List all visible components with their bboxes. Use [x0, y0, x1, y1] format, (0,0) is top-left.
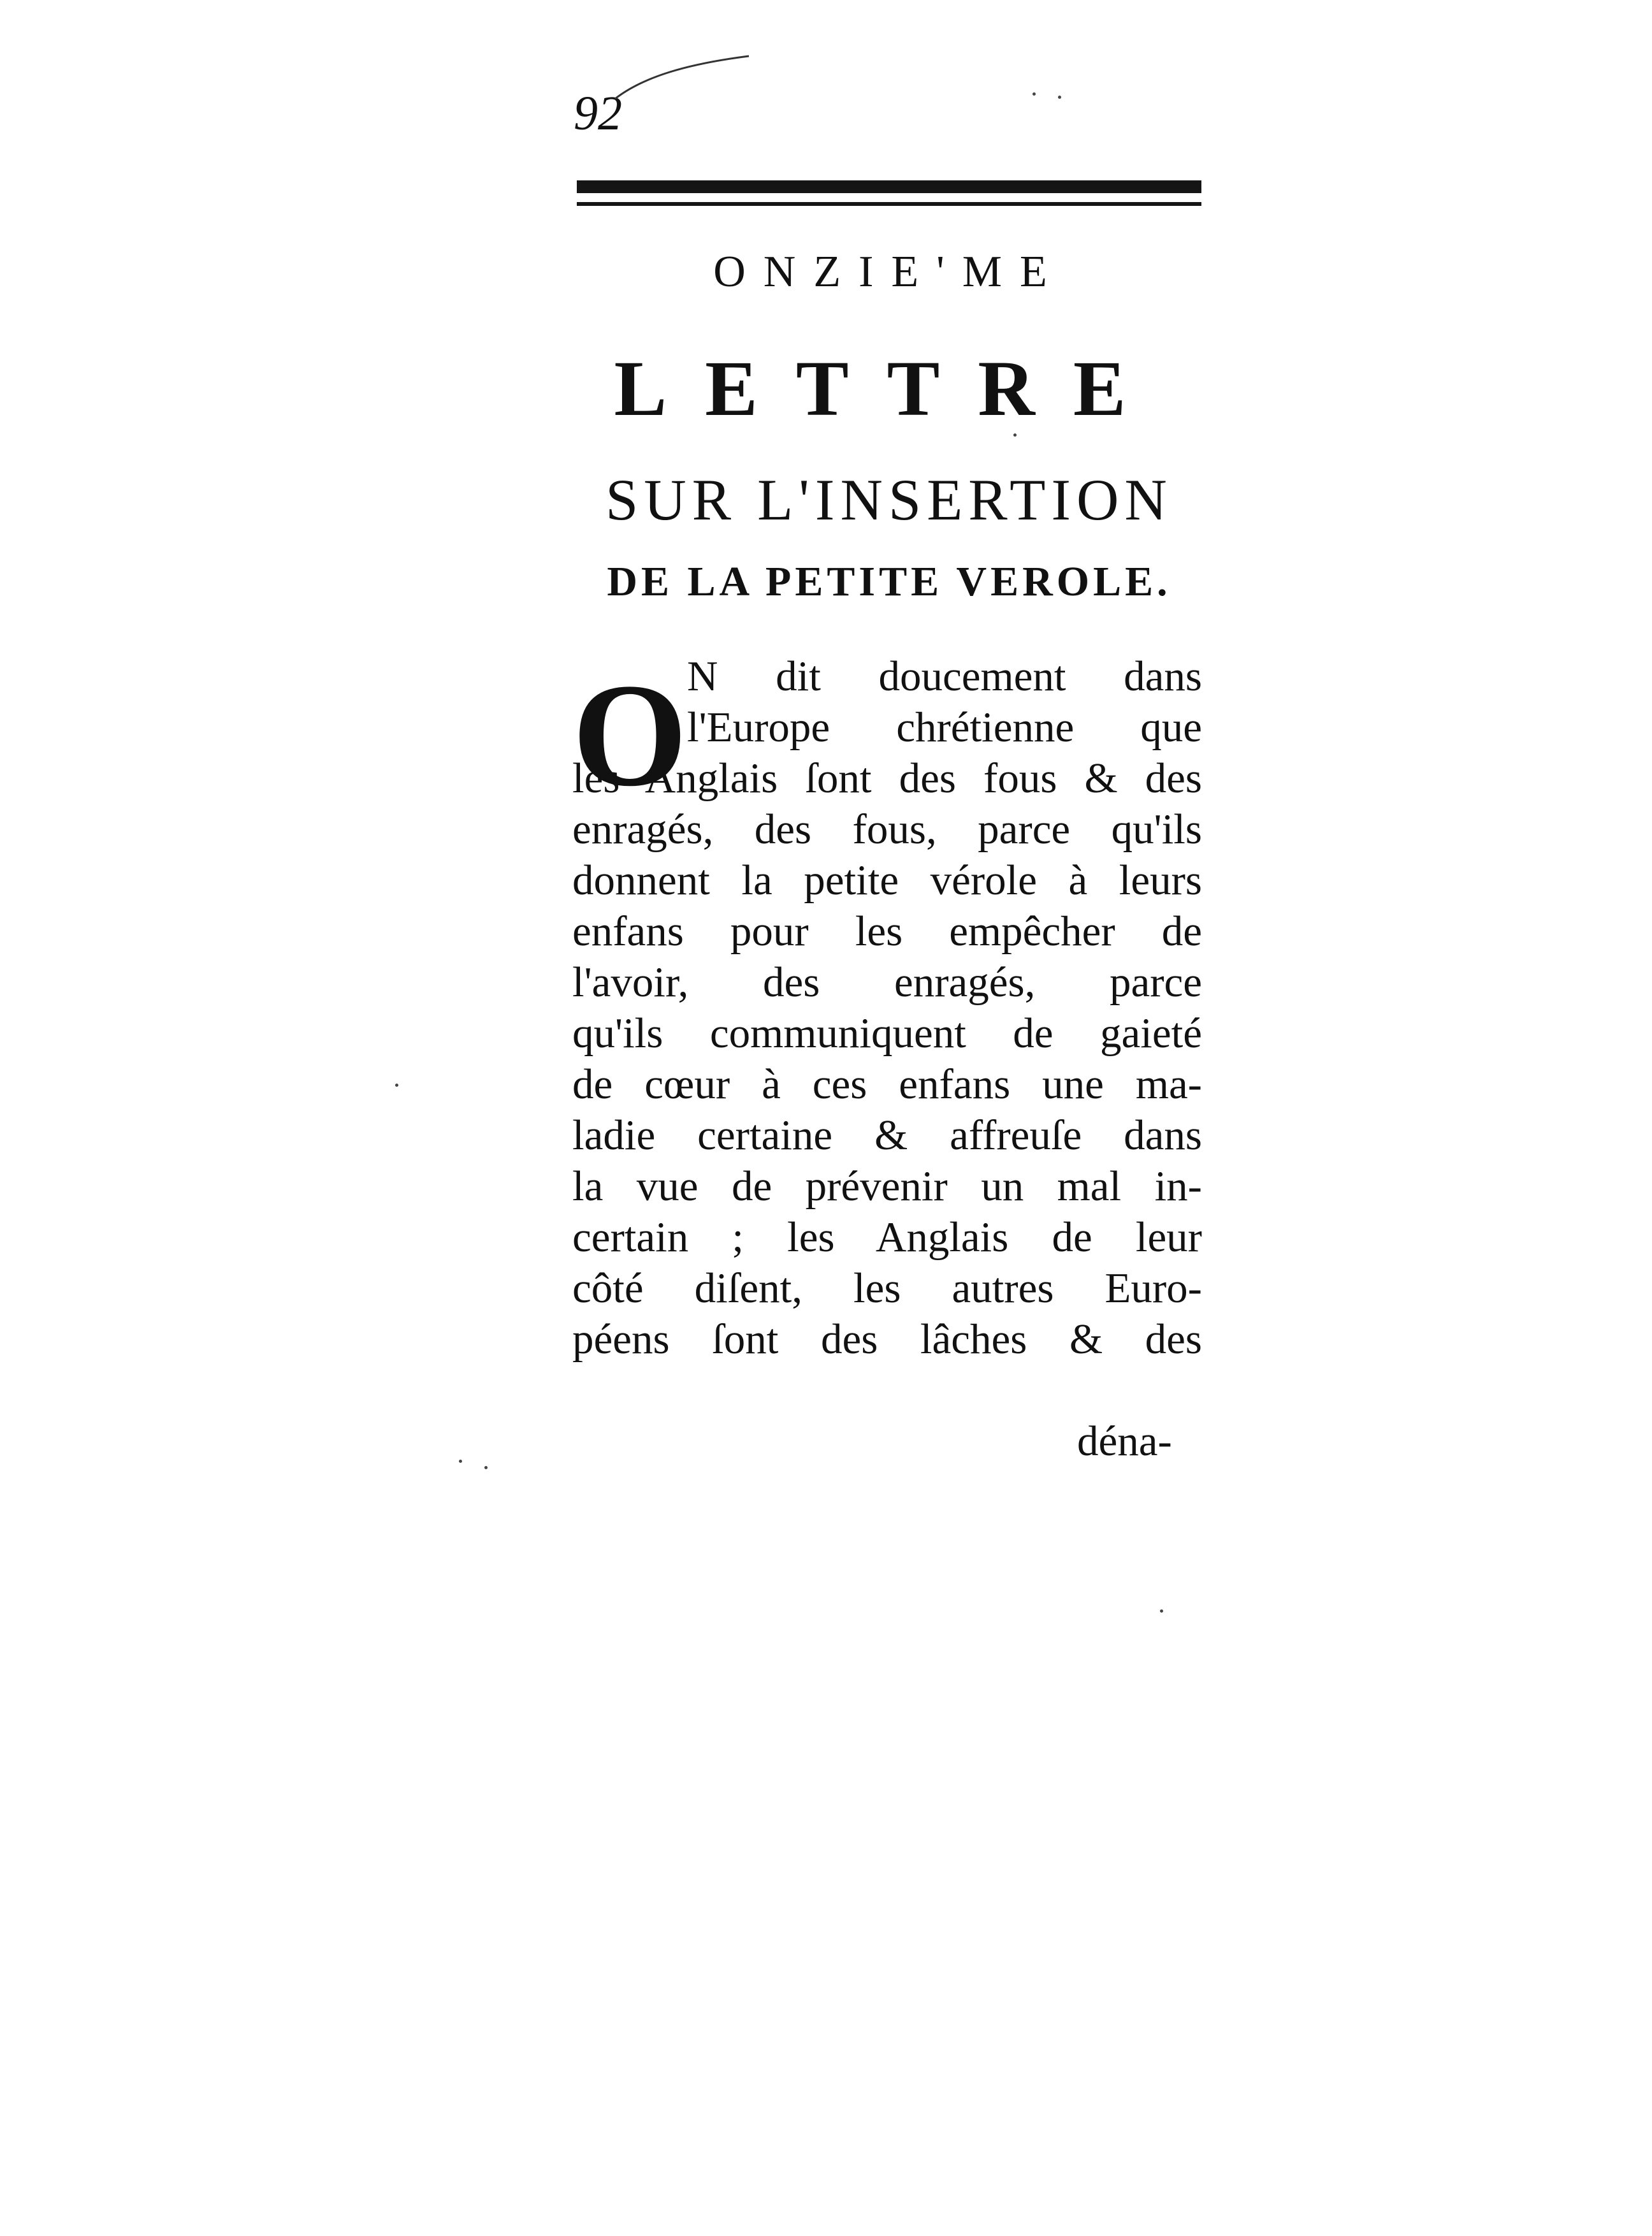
- ink-speck: [1160, 1609, 1163, 1613]
- text-line: côté diſent, les autres Euro-: [572, 1265, 1202, 1312]
- ink-speck: [484, 1466, 488, 1469]
- page-number: 92: [574, 87, 622, 140]
- heading-ordinal: ONZIE'ME: [713, 247, 1065, 296]
- ink-speck: [1013, 433, 1017, 437]
- header-rule: [577, 174, 1201, 212]
- catchword: déna-: [1077, 1418, 1172, 1465]
- pen-stroke-mark: [612, 51, 752, 108]
- heading-subject: SUR L'INSERTION: [605, 467, 1173, 532]
- header-rule-thick: [577, 180, 1201, 193]
- ink-speck: [1058, 96, 1061, 99]
- text-line: péens ſont des lâches & des: [572, 1316, 1202, 1363]
- ink-speck: [1032, 92, 1036, 96]
- drop-cap: O: [572, 653, 688, 817]
- text-line: enragés, des fous, parce qu'ils: [572, 806, 1202, 853]
- text-line: enfans pour les empêcher de: [572, 908, 1202, 955]
- heading-title: LETTRE: [614, 345, 1164, 432]
- ink-speck: [395, 1084, 398, 1087]
- ink-speck: [459, 1460, 462, 1463]
- header-rule-thin: [577, 202, 1201, 206]
- text-line: qu'ils communiquent de gaieté: [572, 1010, 1202, 1057]
- heading-subject-continued: DE LA PETITE VEROLE.: [607, 558, 1171, 605]
- text-line: donnent la petite vérole à leurs: [572, 857, 1202, 904]
- text-line: ladie certaine & affreuſe dans: [572, 1112, 1202, 1159]
- text-line: de cœur à ces enfans une ma-: [572, 1061, 1202, 1108]
- text-line: la vue de prévenir un mal in-: [572, 1163, 1202, 1210]
- text-line: N dit doucement dans: [687, 653, 1202, 700]
- text-line: certain ; les Anglais de leur: [572, 1214, 1202, 1261]
- text-line: l'avoir, des enragés, parce: [572, 959, 1202, 1006]
- text-line: l'Europe chrétienne que: [687, 704, 1202, 751]
- text-line: les Anglais ſont des fous & des: [572, 755, 1202, 802]
